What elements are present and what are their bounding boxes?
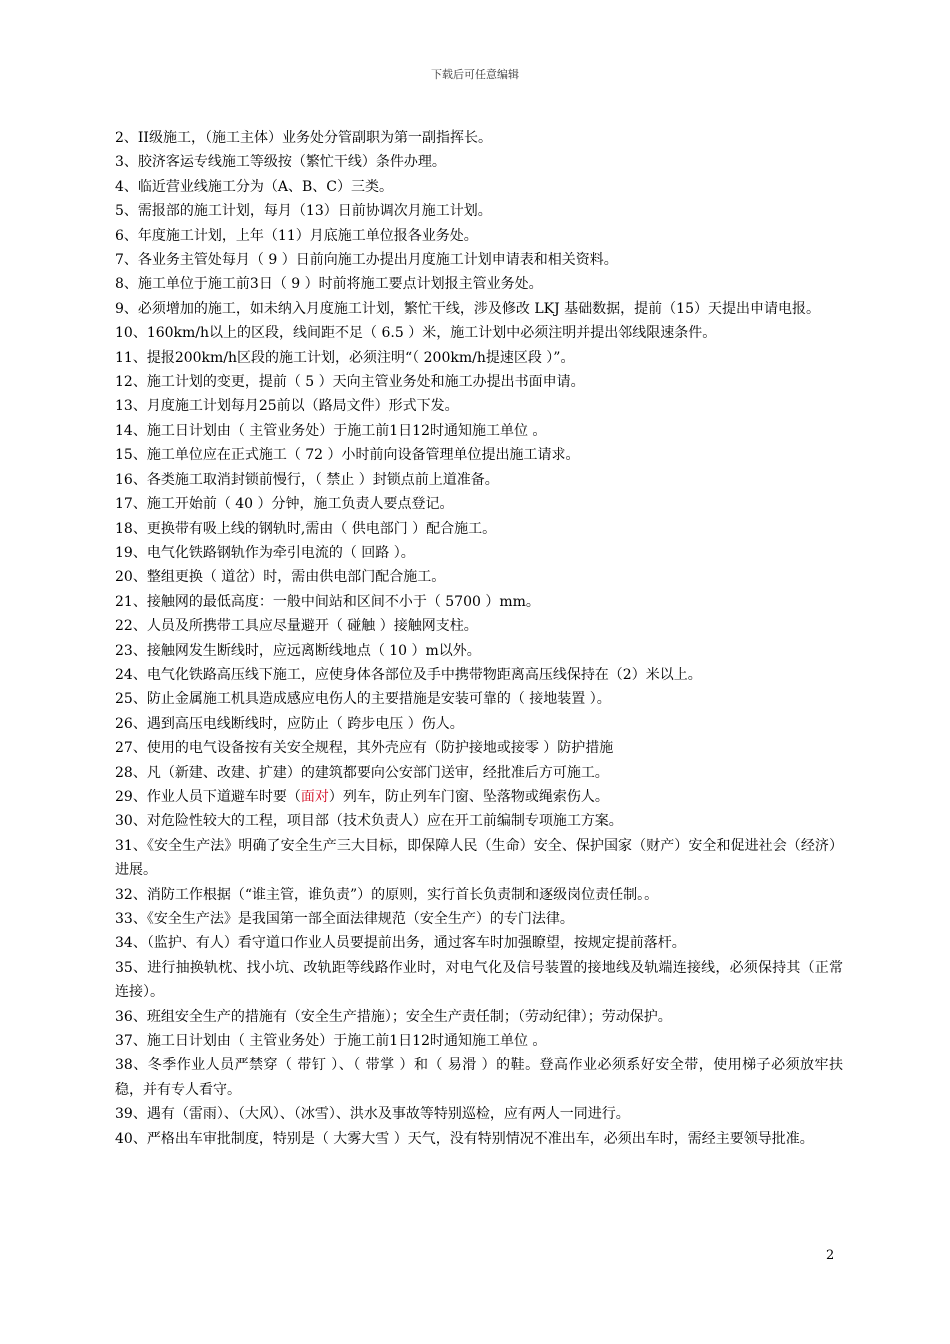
- list-item: 12、施工计划的变更，提前（ 5 ）天向主管业务处和施工办提出书面申请。: [115, 374, 585, 391]
- list-item-29: [115, 785, 843, 809]
- list-item: 40、严格出车审批制度，特别是（ 大雾大雪 ）天气，没有特别情况不准出车，必须出车时，需经主要领导批准。: [115, 1130, 814, 1147]
- list-item: 20、整组更换（ 道岔）时，需由供电部门配合施工。: [115, 569, 446, 586]
- list-item: 23、接触网发生断线时，应远离断线地点（ 10 ）m以外。: [115, 642, 481, 659]
- page-header: 下载后可任意编辑: [431, 68, 519, 81]
- list-item: 26、遇到高压电线断线时，应防止（ 跨步电压 ）伤人。: [115, 715, 464, 732]
- list-item: 28、凡（新建、改建、扩建）的建筑都要向公安部门送审，经批准后方可施工。: [115, 764, 609, 781]
- list-item: 32、消防工作根据（“谁主管，谁负责”）的原则，实行首长负责制和逐级岗位责任制。。: [115, 886, 659, 903]
- list-item: 24、电气化铁路高压线下施工，应使身体各部位及手中携带物距离高压线保持在（2）米以上。: [115, 666, 702, 683]
- list-item: 16、各类施工取消封锁前慢行，（ 禁止 ）封锁点前上道准备。: [115, 471, 499, 488]
- list-item: 18、更换带有吸上线的钢轨时,需由（ 供电部门 ）配合施工。: [115, 520, 497, 537]
- item-29-after: ）列车，防止列车门窗、坠落物或绳索伤人。: [328, 788, 609, 805]
- page-number: 2: [826, 1248, 835, 1263]
- list-item: 17、施工开始前（ 40 ）分钟，施工负责人要点登记。: [115, 496, 454, 513]
- list-item: 3、胶济客运专线施工等级按（繁忙干线）条件办理。: [115, 154, 446, 171]
- item-29-before: 29、作业人员下道避车时要（: [115, 788, 301, 805]
- list-item: 6、年度施工计划，上年（11）月底施工单位报各业务处。: [115, 227, 478, 244]
- list-item: 7、各业务主管处每月（ 9 ）日前向施工办提出月度施工计划申请表和相关资料。: [115, 252, 618, 269]
- highlighted-answer: 面对: [300, 788, 329, 805]
- list-item: 19、电气化铁路钢轨作为牵引电流的（ 回路 ）。: [115, 544, 415, 561]
- list-item: 11、提报200km/h区段的施工计划，必须注明“（ 200km/h提速区段 ）”。: [115, 349, 575, 366]
- list-item: 34、（监护、有人）看守道口作业人员要提前出务，通过客车时加强瞭望，按规定提前落杆。: [115, 935, 686, 952]
- document-body: [115, 126, 843, 1151]
- list-item: 36、班组安全生产的措施有（安全生产措施）；安全生产责任制；（劳动纪律）；劳动保护。: [115, 1008, 672, 1025]
- list-item: 10、160km/h以上的区段，线间距不足（ 6.5 ）米，施工计划中必须注明并提出邻线限速条件。: [115, 325, 717, 342]
- list-item: 4、临近营业线施工分为（A、B、C）三类。: [115, 178, 394, 195]
- list-item: 25、防止金属施工机具造成感应电伤人的主要措施是安装可靠的（ 接地装置 ）。: [115, 691, 611, 708]
- list-item: 38、冬季作业人员严禁穿（ 带钉 ）、（ 带掌 ）和（ 易滑 ）的鞋。登高作业必须系好安全带，使用梯子必须放牢扶稳，并有专人看守。: [115, 1057, 843, 1098]
- list-item: 39、遇有（雷雨）、（大风）、（冰雪）、洪水及事故等特别巡检，应有两人一同进行。: [115, 1106, 630, 1123]
- list-item: 15、施工单位应在正式施工（ 72 ）小时前向设备管理单位提出施工请求。: [115, 447, 580, 464]
- list-item: 35、进行抽换轨枕、找小坑、改轨距等线路作业时，对电气化及信号装置的接地线及轨端连接线，必须保持其（正常连接）。: [115, 959, 843, 1001]
- list-item: 37、施工日计划由（ 主管业务处）于施工前1日12时通知施工单位 。: [115, 1033, 547, 1050]
- list-item: 14、施工日计划由（ 主管业务处）于施工前1日12时通知施工单位 。: [115, 422, 547, 439]
- list-item: 22、人员及所携带工具应尽量避开（ 碰触 ）接触网支柱。: [115, 618, 478, 635]
- list-item: 8、施工单位于施工前3日（ 9 ）时前将施工要点计划报主管业务处。: [115, 276, 543, 293]
- list-item: 2、II级施工，（施工主体）业务处分管副职为第一副指挥长。: [115, 130, 492, 146]
- list-item: 13、月度施工计划每月25前以（路局文件）形式下发。: [115, 398, 459, 415]
- list-item: 30、对危险性较大的工程，项目部（技术负责人）应在开工前编制专项施工方案。: [115, 813, 623, 830]
- list-item: 9、必须增加的施工，如未纳入月度施工计划，繁忙干线，涉及修改 LKJ 基础数据，提前（15）天提出申请电报。: [115, 300, 820, 317]
- list-item: 33、《安全生产法》是我国第一部全面法律规范（安全生产）的专门法律。: [115, 911, 574, 927]
- list-item: 21、接触网的最低高度：一般中间站和区间不小于（ 5700 ）mm。: [115, 593, 540, 610]
- list-item: 31、《安全生产法》明确了安全生产三大目标，即保障人民（生命）安全、保护国家（财产）安全和促进社会（经济）进展。: [115, 837, 843, 879]
- list-item: 27、使用的电气设备按有关安全规程，其外壳应有（防护接地或接零 ）防护措施: [115, 740, 614, 757]
- list-item: 5、需报部的施工计划，每月（13）日前协调次月施工计划。: [115, 203, 492, 220]
